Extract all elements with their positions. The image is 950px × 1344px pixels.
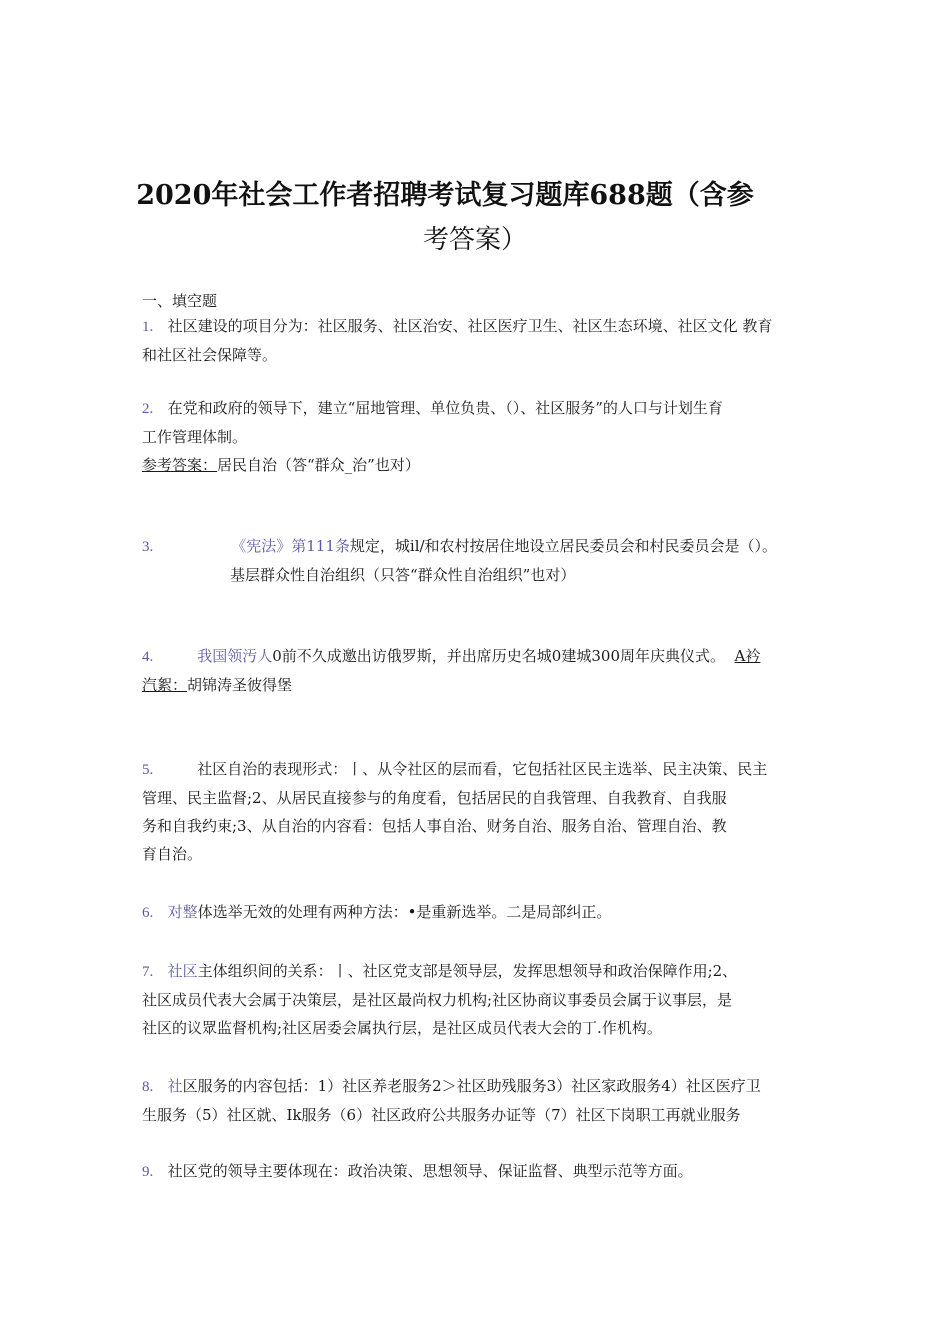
question-text: 0前不久成邀出访俄罗斯，并出席历史名城0建城300周年庆典仪式。 <box>272 647 725 665</box>
question-text: 社区党的领导主要体现在：政治决策、思想领导、保证监督、典型示范等方面。 <box>167 1162 693 1180</box>
question-3 <box>142 532 842 589</box>
answer-text: 居民自治（答“群众_治”也对） <box>217 456 420 474</box>
question-answer: 基层群众性自治组织（只答“群众性自治组织”也对） <box>230 566 576 584</box>
section-heading: 一、填空题 <box>142 292 218 310</box>
question-text: 社区建设的项目分为：社区服务、社区治安、社区医疗卫生、社区生态环境、社区文化 教育 <box>167 317 773 335</box>
question-text-continued: 务和自我约束;3、从自治的内容看：包括人事自治、财务自治、服务自治、管理自治、教 <box>142 817 727 835</box>
question-6 <box>142 898 822 927</box>
question-2 <box>142 394 822 479</box>
question-8 <box>142 1072 822 1129</box>
question-9 <box>142 1157 822 1186</box>
answer-label-b: 汽絮： <box>142 676 188 694</box>
question-number: 7. <box>142 964 154 980</box>
question-text-continued: 和社区社会保障等。 <box>142 346 278 364</box>
question-text: 主体组织间的关系：丨、社区党支部是领导层，发挥思想领导和政治保障作用;2、 <box>197 962 738 980</box>
question-number: 9. <box>142 1164 154 1180</box>
question-number: 4. <box>142 649 154 665</box>
question-1 <box>142 312 822 369</box>
question-text: 规定，城il/和农村按居住地设立居民委员会和村民委员会是（）。 <box>349 537 778 555</box>
question-text-continued: 育自治。 <box>142 845 203 863</box>
question-highlight: 对整 <box>167 903 198 921</box>
question-number: 2. <box>142 401 154 417</box>
question-text-continued: 社区成员代表大会属于决策层，是社区最尚权力机构;社区协商议事委员会属于议事层，是 <box>142 991 733 1009</box>
document-title-line-2: 考答案） <box>422 225 527 255</box>
question-text: 在党和政府的领导下，建立“屈地管理、单位负贵、（）、社区服务”的人口与计划生育 <box>167 399 723 417</box>
question-highlight: 《宪法》第111条 <box>231 537 350 555</box>
question-highlight: 社 <box>167 1077 183 1095</box>
answer-text: 胡锦涛圣彼得堡 <box>187 676 293 694</box>
answer-label: 参考答案： <box>142 456 218 474</box>
question-number: 6. <box>142 905 154 921</box>
question-7 <box>142 957 822 1042</box>
question-highlight: 社区 <box>167 962 198 980</box>
question-number: 3. <box>142 539 154 555</box>
document-title-line-1: 2020年社会工作者招聘考试复习题库688题（含参 <box>136 180 754 211</box>
question-text-continued: 管理、民主监督;2、从居民直接参与的角度看，包括居民的自我管理、自我教育、自我服 <box>142 789 727 807</box>
question-text: 区服务的内容包括：1）社区养老服务2＞社区助残服务3）社区家政服务4）社区医疗卫 <box>182 1077 761 1095</box>
question-4 <box>142 642 822 699</box>
question-text-continued: 社区的议眾监督机构;社区居委会属执行层，是社区成员代表大会的丁.作机构。 <box>142 1019 662 1037</box>
question-number: 5. <box>142 762 154 778</box>
question-text: 社区自治的表现形式：丨、从令社区的层而看，它包括社区民主选举、民主决策、民主 <box>197 760 768 778</box>
question-text: 体选举无效的处理有两种方法：•是重新选举。二是局部纠正。 <box>197 903 612 921</box>
answer-label-a: A衿 <box>734 647 761 665</box>
question-text-continued: 工作管理体制。 <box>142 428 248 446</box>
question-text-continued: 生服务（5）社区就、Ik服务（6）社区政府公共服务办证等（7）社区下岗职工再就业服务 <box>142 1106 741 1124</box>
question-highlight: 我国领汚人 <box>197 647 273 665</box>
question-5 <box>142 755 822 868</box>
question-number: 1. <box>142 319 154 335</box>
question-number: 8. <box>142 1079 154 1095</box>
